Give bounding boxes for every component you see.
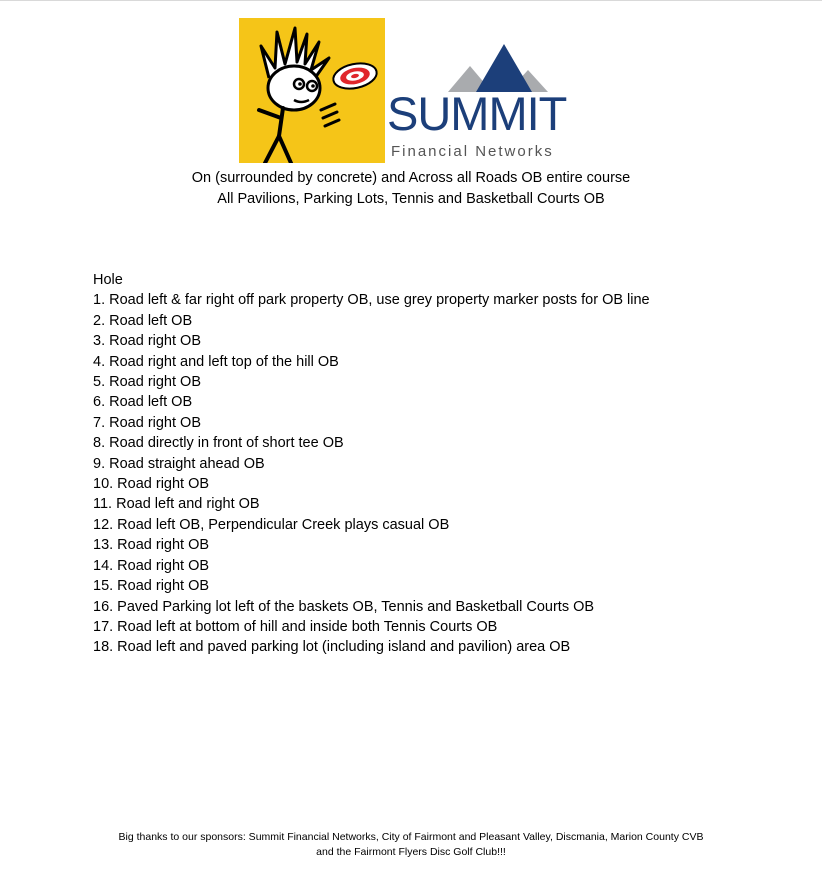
hole-rule-6: 6. Road left OB: [93, 394, 193, 411]
hole-rule-2: 2. Road left OB: [93, 312, 193, 329]
hole-rule-3: 3. Road right OB: [93, 333, 201, 350]
stick-figure-icon: [239, 18, 385, 163]
course-rule-line-1: On (surrounded by concrete) and Across all Roads OB entire course: [191, 170, 631, 186]
hole-rule-17: 17. Road left at bottom of hill and inside both Tennis Courts OB: [93, 618, 498, 635]
sponsor-thanks-line-2: and the Fairmont Flyers Disc Golf Club!!!: [316, 846, 506, 858]
hole-rule-8: 8. Road directly in front of short tee OB: [93, 435, 344, 452]
disc-thrower-logo: [239, 18, 385, 163]
course-rule-line-2: All Pavilions, Parking Lots, Tennis and Basketball Courts OB: [217, 191, 605, 207]
hole-rule-1: 1. Road left & far right off park property OB, use grey property marker posts for OB line: [93, 292, 650, 309]
hole-rule-9: 9. Road straight ahead OB: [93, 455, 265, 472]
hole-rule-13: 13. Road right OB: [93, 537, 210, 554]
summit-wordmark: SUMMIT: [387, 87, 567, 140]
hole-rule-18: 18. Road left and paved parking lot (including island and pavilion) area OB: [93, 639, 571, 656]
summit-subtitle: Financial Networks: [391, 143, 554, 160]
hole-rule-7: 7. Road right OB: [93, 414, 201, 431]
page-top-border: [0, 0, 822, 1]
hole-rule-4: 4. Road right and left top of the hill OB: [93, 353, 339, 370]
hole-rule-16: 16. Paved Parking lot left of the baskets OB, Tennis and Basketball Courts OB: [93, 598, 595, 615]
hole-heading: Hole: [93, 272, 123, 288]
hole-rule-10: 10. Road right OB: [93, 476, 210, 493]
hole-rules-list: [93, 270, 650, 658]
hole-rule-14: 14. Road right OB: [93, 557, 210, 574]
hole-rule-11: 11. Road left and right OB: [93, 496, 260, 513]
hole-rule-12: 12. Road left OB, Perpendicular Creek plays casual OB: [93, 516, 450, 533]
hole-rule-5: 5. Road right OB: [93, 374, 201, 391]
sponsor-thanks-line-1: Big thanks to our sponsors: Summit Financial Networks, City of Fairmont and Pleasant Valley, Discmania, Marion County CVB: [118, 831, 704, 843]
hole-rule-15: 15. Road right OB: [93, 578, 210, 595]
summit-logo: [386, 40, 586, 165]
